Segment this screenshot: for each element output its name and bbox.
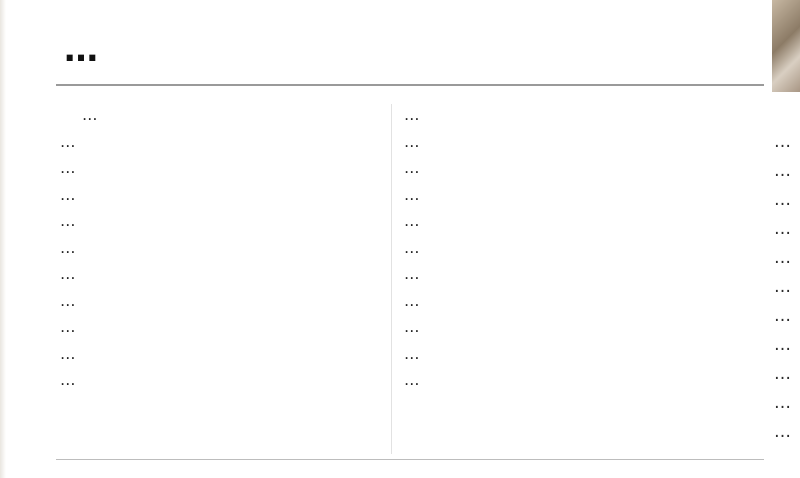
text-line: … xyxy=(404,265,420,283)
text-line: … xyxy=(404,371,420,389)
text-line: … xyxy=(60,185,76,204)
text-line: … xyxy=(404,318,420,336)
article-column-left xyxy=(60,102,378,394)
text-line: … xyxy=(404,291,420,310)
text-line: … xyxy=(774,422,791,442)
text-line: … xyxy=(774,132,791,152)
article-column-right xyxy=(404,102,722,394)
headline: … xyxy=(64,30,98,70)
text-line: … xyxy=(404,212,420,230)
neighbor-photo xyxy=(772,0,800,92)
text-line: … xyxy=(774,306,791,326)
text-line: … xyxy=(60,371,76,389)
text-line: … xyxy=(60,291,76,310)
text-line: … xyxy=(60,265,76,283)
text-line: … xyxy=(774,335,791,355)
text-line: … xyxy=(774,364,791,384)
bottom-rule xyxy=(56,459,764,460)
text-line: … xyxy=(774,248,791,268)
text-line: … xyxy=(404,238,420,257)
text-line: … xyxy=(404,106,420,124)
left-edge-strip xyxy=(0,0,6,478)
text-line: … xyxy=(60,132,76,151)
text-line: … xyxy=(774,190,791,210)
text-line: … xyxy=(82,106,98,124)
text-line: … xyxy=(60,238,76,257)
column-divider xyxy=(391,104,392,454)
text-line: … xyxy=(60,318,76,336)
text-line: … xyxy=(404,159,420,177)
text-line: … xyxy=(60,344,76,363)
text-line: … xyxy=(404,132,420,151)
text-line: … xyxy=(404,185,420,204)
text-line: … xyxy=(60,212,76,230)
headline-rule xyxy=(56,84,764,86)
text-line: … xyxy=(774,161,791,181)
text-line: … xyxy=(774,219,791,239)
neighbor-column-text xyxy=(774,128,800,447)
text-line: … xyxy=(404,344,420,363)
text-line: … xyxy=(60,159,76,177)
text-line: … xyxy=(774,277,791,297)
text-line: … xyxy=(774,393,791,413)
